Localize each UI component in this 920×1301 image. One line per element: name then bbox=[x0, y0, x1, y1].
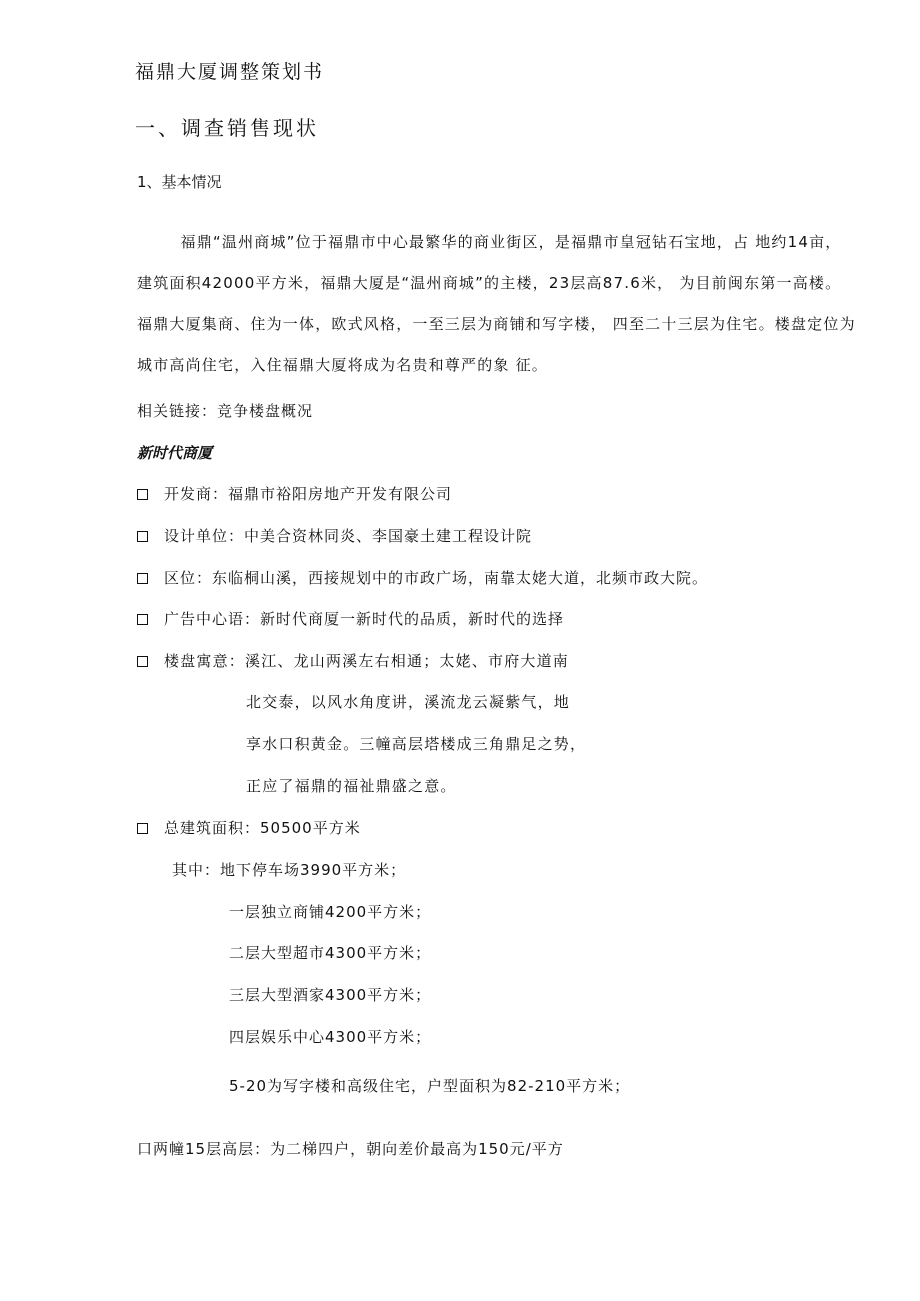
list-item bbox=[137, 651, 569, 671]
project-name: 新时代商厦 bbox=[137, 444, 213, 462]
checkbox-icon bbox=[137, 531, 148, 542]
document-title: 福鼎大厦调整策划书 bbox=[135, 61, 325, 83]
checkbox-icon bbox=[137, 614, 148, 625]
breakdown-line: 一层独立商铺4200平方米； bbox=[229, 903, 432, 921]
intro-paragraph: 福鼎“温州商城”位于福鼎市中心最繁华的商业街区，是福鼎市皇冠钻石宝地，占 地约14亩，建筑面积42000平方米，福鼎大厦是“温州商城”的主楼，23层高87.6米， 为目前闽东第一高楼。福鼎大厦集商、住为一体，欧式风格，一至三层为商铺和写字楼， 四至二十三层为住宅。楼盘定位为城市高尚住宅，入住福鼎大厦将成为名贵和尊严的象 征。 bbox=[137, 233, 856, 374]
list-item bbox=[137, 484, 452, 504]
breakdown-line: 三层大型酒家4300平方米； bbox=[229, 986, 432, 1004]
breakdown-line: 二层大型超市4300平方米； bbox=[229, 944, 432, 962]
breakdown-line: 其中：地下停车场3990平方米； bbox=[172, 861, 407, 879]
checkbox-icon bbox=[137, 823, 148, 834]
meaning-text: 楼盘寓意：溪江、龙山两溪左右相通；太姥、市府大道南 bbox=[164, 652, 570, 670]
location-text: 区位：东临桐山溪，西接规划中的市政广场，南靠太姥大道，北频市政大院。 bbox=[164, 569, 709, 587]
towers-line: 口两幢15层高层：为二梯四户，朝向差价最高为150元/平方 bbox=[137, 1140, 564, 1158]
related-link[interactable]: 相关链接：竞争楼盘概况 bbox=[137, 402, 314, 420]
slogan-text: 广告中心语：新时代商厦一新时代的品质，新时代的选择 bbox=[164, 610, 565, 628]
total-area-text: 总建筑面积：50500平方米 bbox=[164, 819, 361, 837]
checkbox-icon bbox=[137, 656, 148, 667]
checkbox-icon bbox=[137, 489, 148, 500]
list-item bbox=[137, 818, 361, 838]
breakdown-line: 四层娱乐中心4300平方米； bbox=[229, 1028, 432, 1046]
meaning-line: 正应了福鼎的福祉鼎盛之意。 bbox=[246, 777, 457, 795]
meaning-line: 北交泰，以风水角度讲，溪流龙云凝紫气，地 bbox=[246, 693, 571, 711]
list-item bbox=[137, 526, 532, 546]
list-item bbox=[137, 568, 708, 588]
developer-text: 开发商：福鼎市裕阳房地产开发有限公司 bbox=[164, 485, 453, 503]
section-heading: 一、调查销售现状 bbox=[135, 116, 319, 140]
design-text: 设计单位：中美合资林同炎、李国豪土建工程设计院 bbox=[164, 527, 533, 545]
breakdown-line: 5-20为写字楼和高级住宅，户型面积为82-210平方米； bbox=[229, 1077, 631, 1095]
subsection-heading: 1、基本情况 bbox=[137, 173, 222, 191]
list-item bbox=[137, 609, 564, 629]
meaning-line: 享水口积黄金。三幢高层塔楼成三角鼎足之势， bbox=[246, 735, 587, 753]
checkbox-icon bbox=[137, 573, 148, 584]
